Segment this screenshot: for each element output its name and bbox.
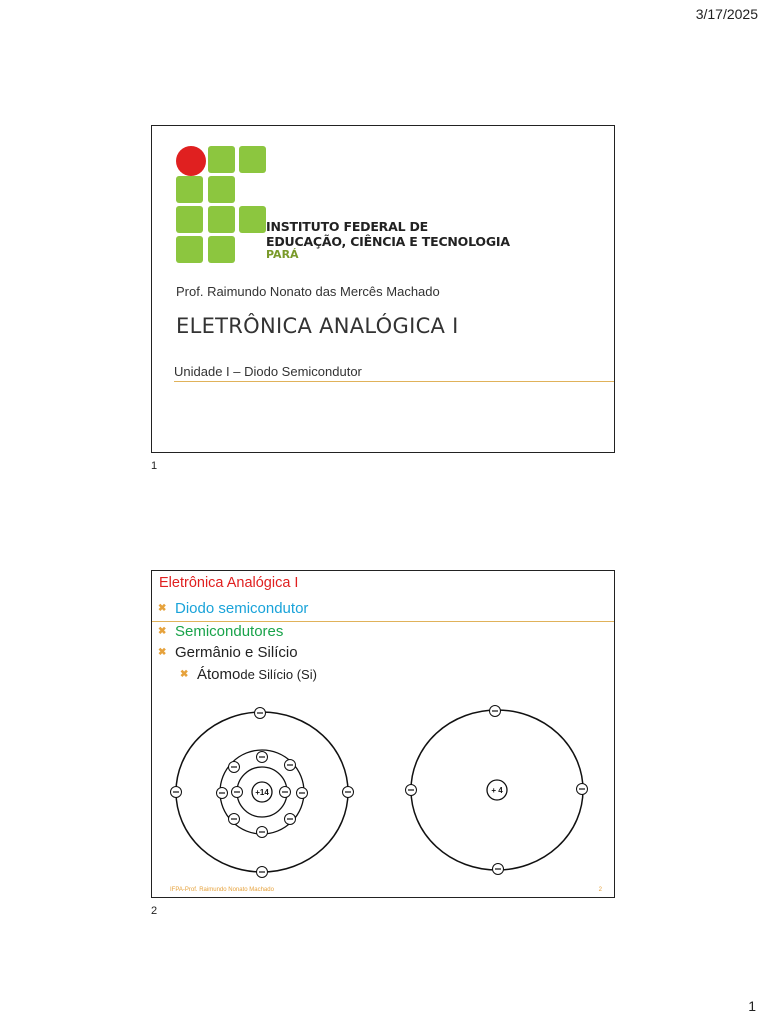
slide-number-1: 1 (151, 460, 158, 472)
silicon-nucleus-label: +14 (255, 788, 269, 797)
title-rule (152, 621, 614, 622)
slide-2 (151, 570, 615, 898)
author-name: Prof. Raimundo Nonato das Mercês Machado (176, 284, 440, 299)
page-number: 1 (748, 998, 756, 1014)
bullet-x-icon: ✖ (158, 626, 167, 637)
bullet-semicondutores (158, 623, 283, 640)
slide-footer: IFPA-Prof. Raimundo Nonato Machado (170, 887, 274, 893)
org-state: PARÁ (266, 248, 299, 261)
sub-bullet-atomo (180, 666, 317, 683)
slide-number-2: 2 (151, 905, 158, 917)
bullet-x-icon: ✖ (158, 603, 167, 614)
course-title: ELETRÔNICA ANALÓGICA I (176, 314, 459, 338)
silicon-atom (171, 708, 354, 878)
atom-diagrams (152, 701, 614, 881)
slide-1 (151, 125, 615, 453)
slide-title: Eletrônica Analógica I (159, 575, 299, 591)
bullet-text: Germânio e Silício (175, 644, 298, 661)
simplified-atom (406, 706, 588, 875)
sub-bullet-text: de Silício (Si) (240, 667, 317, 682)
unit-title: Unidade I – Diodo Semicondutor (174, 364, 362, 379)
simplified-nucleus-label: + 4 (491, 786, 503, 795)
title-rule (174, 381, 614, 382)
org-name-line2: EDUCAÇÃO, CIÊNCIA E TECNOLOGIA (266, 234, 510, 249)
print-date: 3/17/2025 (695, 6, 758, 22)
bullet-x-icon: ✖ (158, 647, 167, 658)
org-name-line1: INSTITUTO FEDERAL DE (266, 219, 428, 234)
slide-footer-number: 2 (598, 887, 602, 893)
bullet-germanio-silicio (158, 644, 298, 661)
bullet-diodo (158, 600, 308, 617)
bullet-x-icon: ✖ (180, 669, 189, 680)
sub-bullet-prefix: Átomo (197, 666, 241, 683)
bullet-text: Diodo semicondutor (175, 600, 309, 617)
bullet-text: Semicondutores (175, 623, 284, 640)
